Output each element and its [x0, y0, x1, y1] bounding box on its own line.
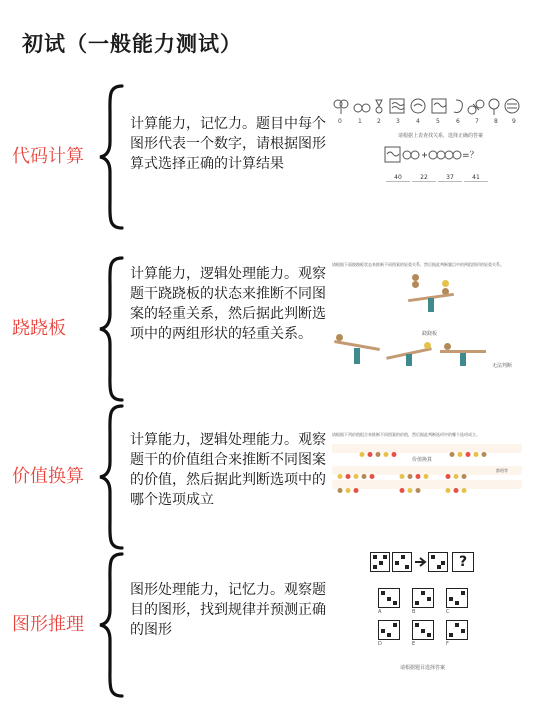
option-label: A	[378, 609, 382, 615]
seesaw-pivot	[354, 348, 360, 364]
section-description: 计算能力，逻辑处理能力。观察题干跷跷板的状态来推断不同图案的轻重关系，然后据此判断选项中的两组形状的轻重关系。	[130, 266, 326, 342]
section-name: 跷跷板	[12, 318, 66, 339]
digit-label: 8	[494, 118, 498, 125]
answer-option[interactable]: 41	[464, 174, 488, 182]
digit-label: 1	[358, 118, 362, 125]
instruction-text: 请根据下面跷跷板状态来推断不同图案的轻重关系，然后据此判断题目中的两组图形的轻重关系。	[332, 262, 504, 267]
digit-label: 0	[338, 118, 342, 125]
digit-label: 9	[512, 118, 516, 125]
section-code-calc	[0, 82, 540, 232]
value-row	[332, 480, 522, 489]
caption-text: 价值换算	[412, 457, 433, 463]
digit-label: 3	[396, 118, 400, 125]
section-description: 计算能力，记忆力。题目中每个图形代表一个数字，请根据图形算式选择正确的计算结果	[130, 116, 326, 172]
brace-icon	[96, 552, 126, 698]
figure-cell	[370, 552, 390, 572]
digit-label: 5	[436, 118, 440, 125]
digit-label: 2	[377, 118, 381, 125]
code-calc-thumbnail	[332, 96, 522, 206]
caption-text: 请根据题目选择答案	[400, 665, 446, 671]
answer-option[interactable]: 37	[438, 174, 462, 182]
weight-icon	[336, 334, 343, 341]
option-label: E	[412, 641, 416, 647]
weight-icon	[444, 343, 451, 350]
value-row	[332, 466, 522, 475]
digit-label: 4	[416, 118, 420, 125]
question-box: ?	[452, 552, 474, 572]
value-calc-thumbnail	[332, 432, 522, 502]
arrow-right-icon	[414, 552, 428, 572]
option-label: C	[446, 609, 450, 615]
seesaw-pivot	[460, 353, 466, 366]
brace-icon	[96, 404, 126, 550]
figure-option[interactable]	[412, 620, 434, 640]
weight-icon	[424, 342, 431, 349]
weight-icon	[412, 281, 419, 288]
answer-option[interactable]: 22	[412, 174, 436, 182]
weight-icon	[412, 274, 419, 281]
option-label: F	[446, 641, 449, 647]
symbol-row-icon	[332, 96, 522, 118]
section-description: 计算能力，逻辑处理能力。观察题干的价值组合来推断不同图案的价值，然后据此判断选项中的哪个选项成立	[130, 432, 326, 508]
seesaw-thumbnail	[332, 262, 522, 382]
section-figure-reasoning	[0, 550, 540, 700]
answer-option[interactable]: 40	[386, 174, 410, 182]
weight-icon	[442, 280, 449, 287]
seesaw-pivot	[428, 298, 434, 312]
digit-label: 6	[456, 118, 460, 125]
section-name: 价值换算	[12, 466, 84, 487]
value-row	[332, 444, 522, 453]
figure-cell	[392, 552, 412, 572]
result-label[interactable]: 无法判断	[492, 363, 513, 369]
section-name: 图形推理	[12, 614, 84, 635]
equation-suffix: =？	[462, 151, 479, 161]
digit-label: 7	[475, 118, 479, 125]
section-name: 代码计算	[12, 146, 84, 167]
figure-option[interactable]	[446, 588, 468, 608]
option-label: B	[412, 609, 416, 615]
brace-icon	[96, 84, 126, 230]
figure-option[interactable]	[378, 620, 400, 640]
instruction-text: 请根据下列价值组合来推断不同图案的价值，然后据此判断选项中的哪个选项成立。	[332, 432, 480, 437]
figure-option[interactable]	[446, 620, 468, 640]
section-description: 图形处理能力，记忆力。观察题目的图形，找到规律并预测正确的图形	[130, 582, 326, 638]
figure-cell	[428, 552, 448, 572]
figure-option[interactable]	[412, 588, 434, 608]
result-label[interactable]: 都相等	[496, 468, 508, 473]
figure-reasoning-thumbnail	[370, 552, 480, 686]
instruction-text: 请根据上表查找关系，选择正确的答案	[398, 133, 484, 139]
section-value-calc	[0, 402, 540, 552]
figure-option[interactable]	[378, 588, 400, 608]
brace-icon	[96, 256, 126, 402]
section-seesaw	[0, 254, 540, 404]
page-title: 初试（一般能力测试）	[22, 32, 242, 56]
caption-text: 跷跷板	[422, 331, 438, 337]
option-label: D	[378, 641, 382, 647]
seesaw-pivot	[406, 354, 412, 366]
